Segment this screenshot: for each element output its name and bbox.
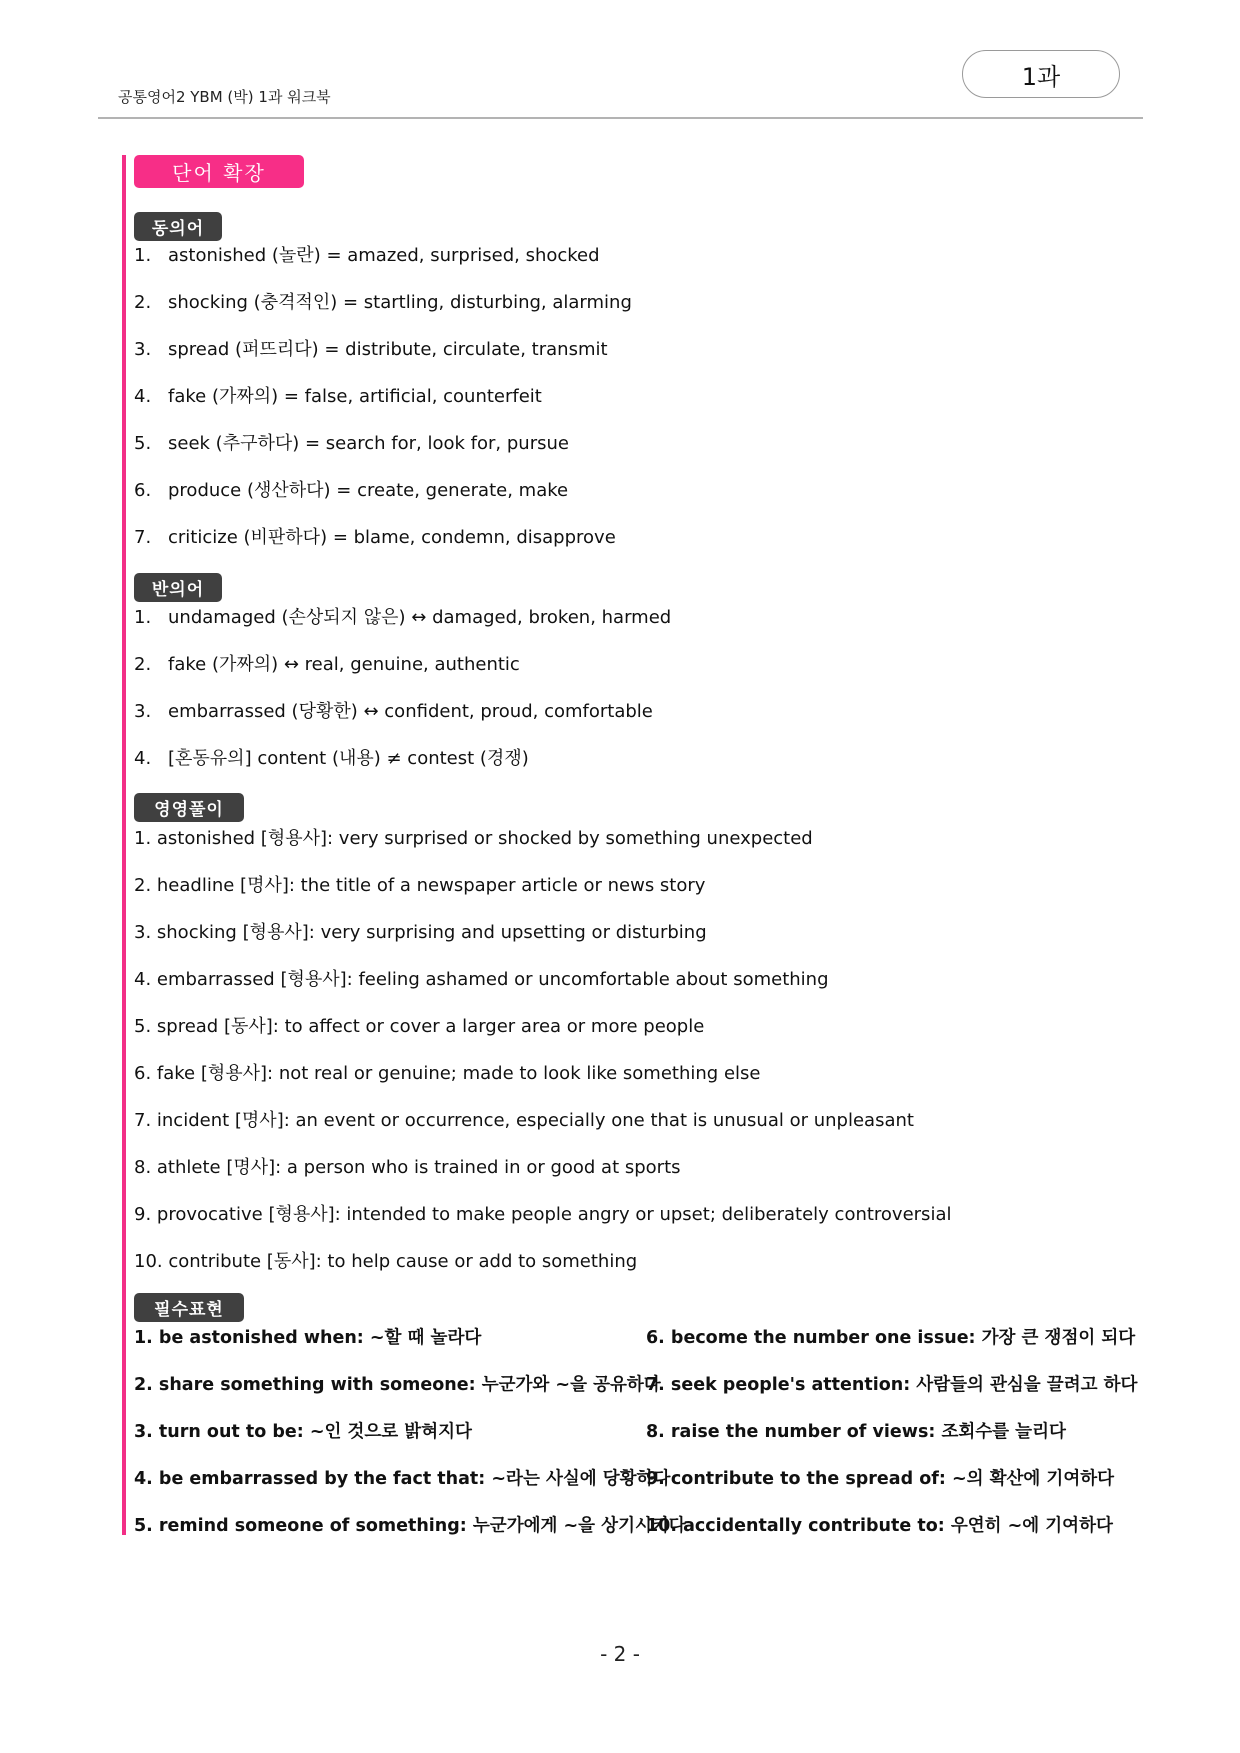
antonym-item [134, 700, 653, 724]
definition-item: 7. incident [명사]: an event or occurrence, especially one that is unusual or unpleasant [134, 1110, 914, 1131]
synonym-item [134, 432, 569, 456]
item-number: 6. [134, 480, 152, 501]
item-number: 5. [134, 433, 152, 454]
item-number: 3. [134, 339, 152, 360]
item-number: 3. [134, 701, 152, 722]
expression-item: 10. accidentally contribute to: 우연히 ~에 기여하다 [646, 1516, 1113, 1536]
synonym-item [134, 479, 568, 503]
definition-item: 4. embarrassed [형용사]: feeling ashamed or uncomfortable about something [134, 969, 829, 990]
definition-item: 2. headline [명사]: the title of a newspaper article or news story [134, 875, 706, 896]
item-text: fake (가짜의) = false, artificial, counterfeit [168, 386, 542, 407]
item-number: 7. [134, 527, 152, 548]
section-accent-bar [122, 155, 126, 1535]
item-text: spread (퍼뜨리다) = distribute, circulate, transmit [168, 339, 608, 360]
section-title: 단어 확장 [134, 155, 304, 188]
definition-item: 9. provocative [형용사]: intended to make people angry or upset; deliberately controversial [134, 1204, 952, 1225]
expression-item: 2. share something with someone: 누군가와 ~을 공유하다 [134, 1375, 661, 1395]
expressions-tag: 필수표현 [134, 1293, 244, 1322]
item-text: fake (가짜의) ↔ real, genuine, authentic [168, 654, 520, 675]
item-text: shocking (충격적인) = startling, disturbing, alarming [168, 292, 632, 313]
lesson-badge: 1과 [962, 50, 1120, 98]
definition-item: 1. astonished [형용사]: very surprised or shocked by something unexpected [134, 828, 813, 849]
synonym-item [134, 338, 608, 362]
antonym-item [134, 606, 671, 630]
expression-item: 1. be astonished when: ~할 때 놀라다 [134, 1328, 482, 1348]
definition-item: 3. shocking [형용사]: very surprising and upsetting or disturbing [134, 922, 707, 943]
expression-item: 7. seek people's attention: 사람들의 관심을 끌려고 하다 [646, 1375, 1138, 1395]
item-text: criticize (비판하다) = blame, condemn, disapprove [168, 527, 616, 548]
item-number: 1. [134, 607, 152, 628]
item-number: 2. [134, 654, 152, 675]
synonym-item [134, 526, 616, 550]
item-number: 4. [134, 386, 152, 407]
item-number: 1. [134, 245, 152, 266]
synonym-item [134, 385, 542, 409]
item-number: 2. [134, 292, 152, 313]
expression-item: 6. become the number one issue: 가장 큰 쟁점이 되다 [646, 1328, 1136, 1348]
item-text: astonished (놀란) = amazed, surprised, shocked [168, 245, 600, 266]
header-divider [98, 117, 1143, 119]
item-text: [혼동유의] content (내용) ≠ contest (경쟁) [168, 748, 529, 769]
antonyms-tag: 반의어 [134, 573, 222, 602]
synonyms-tag: 동의어 [134, 212, 222, 241]
item-text: seek (추구하다) = search for, look for, pursue [168, 433, 569, 454]
definitions-tag: 영영풀이 [134, 793, 244, 822]
expression-item: 8. raise the number of views: 조회수를 늘리다 [646, 1422, 1066, 1442]
antonym-item [134, 747, 529, 771]
expression-item: 4. be embarrassed by the fact that: ~라는 사실에 당황하다 [134, 1469, 671, 1489]
page-number: - 2 - [600, 1642, 640, 1666]
synonym-item [134, 244, 600, 268]
expression-item: 9. contribute to the spread of: ~의 확산에 기여하다 [646, 1469, 1115, 1489]
definition-item: 10. contribute [동사]: to help cause or add to something [134, 1251, 638, 1272]
item-text: embarrassed (당황한) ↔ confident, proud, comfortable [168, 701, 653, 722]
definition-item: 5. spread [동사]: to affect or cover a larger area or more people [134, 1016, 705, 1037]
expression-item: 5. remind someone of something: 누군가에게 ~을 상기시키다 [134, 1516, 686, 1536]
expression-item: 3. turn out to be: ~인 것으로 밝혀지다 [134, 1422, 472, 1442]
synonym-item [134, 291, 632, 315]
antonym-item [134, 653, 520, 677]
item-text: produce (생산하다) = create, generate, make [168, 480, 569, 501]
item-number: 4. [134, 748, 152, 769]
document-header-title: 공통영어2 YBM (박) 1과 워크북 [118, 88, 331, 106]
definition-item: 6. fake [형용사]: not real or genuine; made to look like something else [134, 1063, 761, 1084]
definition-item: 8. athlete [명사]: a person who is trained in or good at sports [134, 1157, 681, 1178]
item-text: undamaged (손상되지 않은) ↔ damaged, broken, harmed [168, 607, 672, 628]
